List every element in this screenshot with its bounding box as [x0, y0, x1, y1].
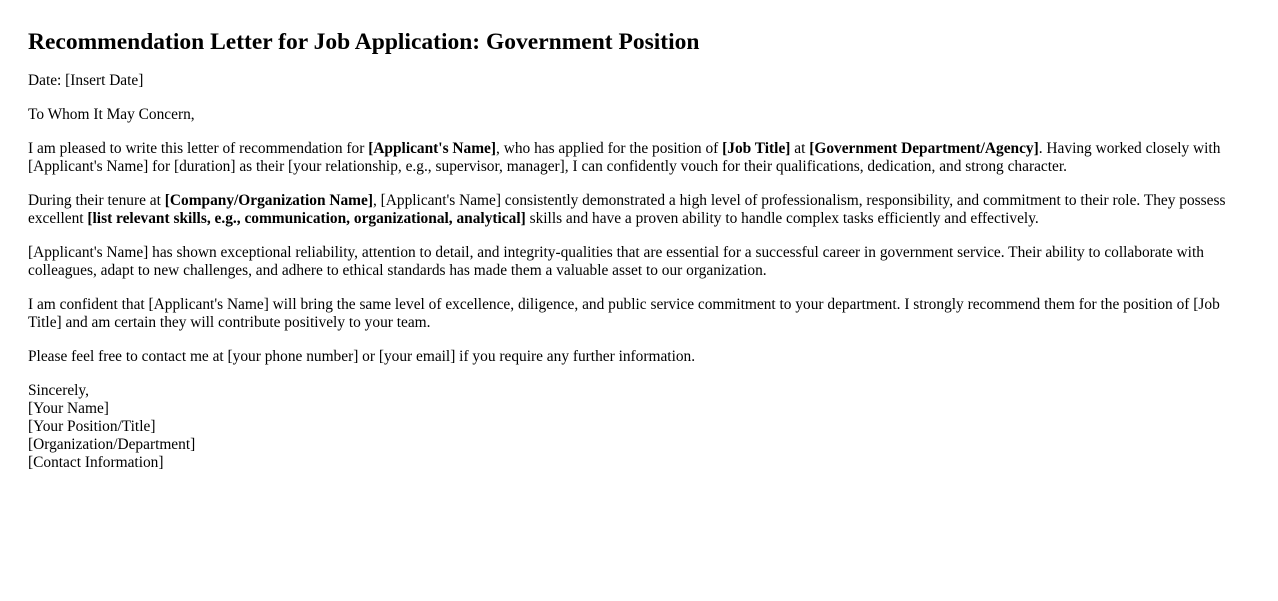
- p1-text-1: I am pleased to write this letter of recommendation for: [28, 140, 369, 157]
- paragraph-introduction: [28, 140, 1250, 176]
- paragraph-confidence: I am confident that [Applicant's Name] will bring the same level of excellence, diligence, and public service commitment to your department. I strongly recommend them for the position of [Job Title] and am certain they will contribute positively to your team.: [28, 296, 1220, 331]
- department-placeholder: [Government Department/Agency]: [809, 140, 1039, 157]
- salutation: To Whom It May Concern,: [28, 106, 195, 123]
- skills-placeholder: [list relevant skills, e.g., communication, organizational, analytical]: [87, 210, 526, 227]
- applicant-name-placeholder: [Applicant's Name]: [368, 140, 497, 157]
- signoff: Sincerely,: [28, 382, 89, 399]
- p1-text-4: . Having worked closely with [Applicant's Name] for [duration] as their [your relationship, e.g., supervisor, manager], I can confidently vouch for their qualifications, dedication, and strong character.: [28, 140, 1221, 175]
- p1-text-3: at: [790, 140, 810, 157]
- date-line: Date: [Insert Date]: [28, 72, 144, 89]
- signer-name: [Your Name]: [28, 400, 109, 417]
- p2-text-3: skills and have a proven ability to handle complex tasks efficiently and effectively.: [525, 210, 1039, 227]
- company-placeholder: [Company/Organization Name]: [164, 192, 373, 209]
- p1-text-2: , who has applied for the position of: [496, 140, 723, 157]
- paragraph-tenure: [28, 192, 1250, 228]
- p2-text-1: During their tenure at: [28, 192, 165, 209]
- signer-contact: [Contact Information]: [28, 454, 164, 471]
- signer-organization: [Organization/Department]: [28, 436, 196, 453]
- p2-text-2: , [Applicant's Name] consistently demonstrated a high level of professionalism, responsibility, and commitment to their role. They possess excellent: [28, 192, 1226, 227]
- signature-block: [28, 382, 1250, 472]
- paragraph-qualities: [Applicant's Name] has shown exceptional reliability, attention to detail, and integrity-qualities that are essential for a successful career in government service. Their ability to collaborate with colleagues, adapt to new challenges, and adhere to ethical standards has made them a valuable asset to our organization.: [28, 244, 1204, 279]
- signer-position: [Your Position/Title]: [28, 418, 156, 435]
- job-title-placeholder: [Job Title]: [722, 140, 791, 157]
- paragraph-contact: Please feel free to contact me at [your phone number] or [your email] if you require any further information.: [28, 348, 696, 365]
- page-title: Recommendation Letter for Job Application: Government Position: [28, 29, 700, 55]
